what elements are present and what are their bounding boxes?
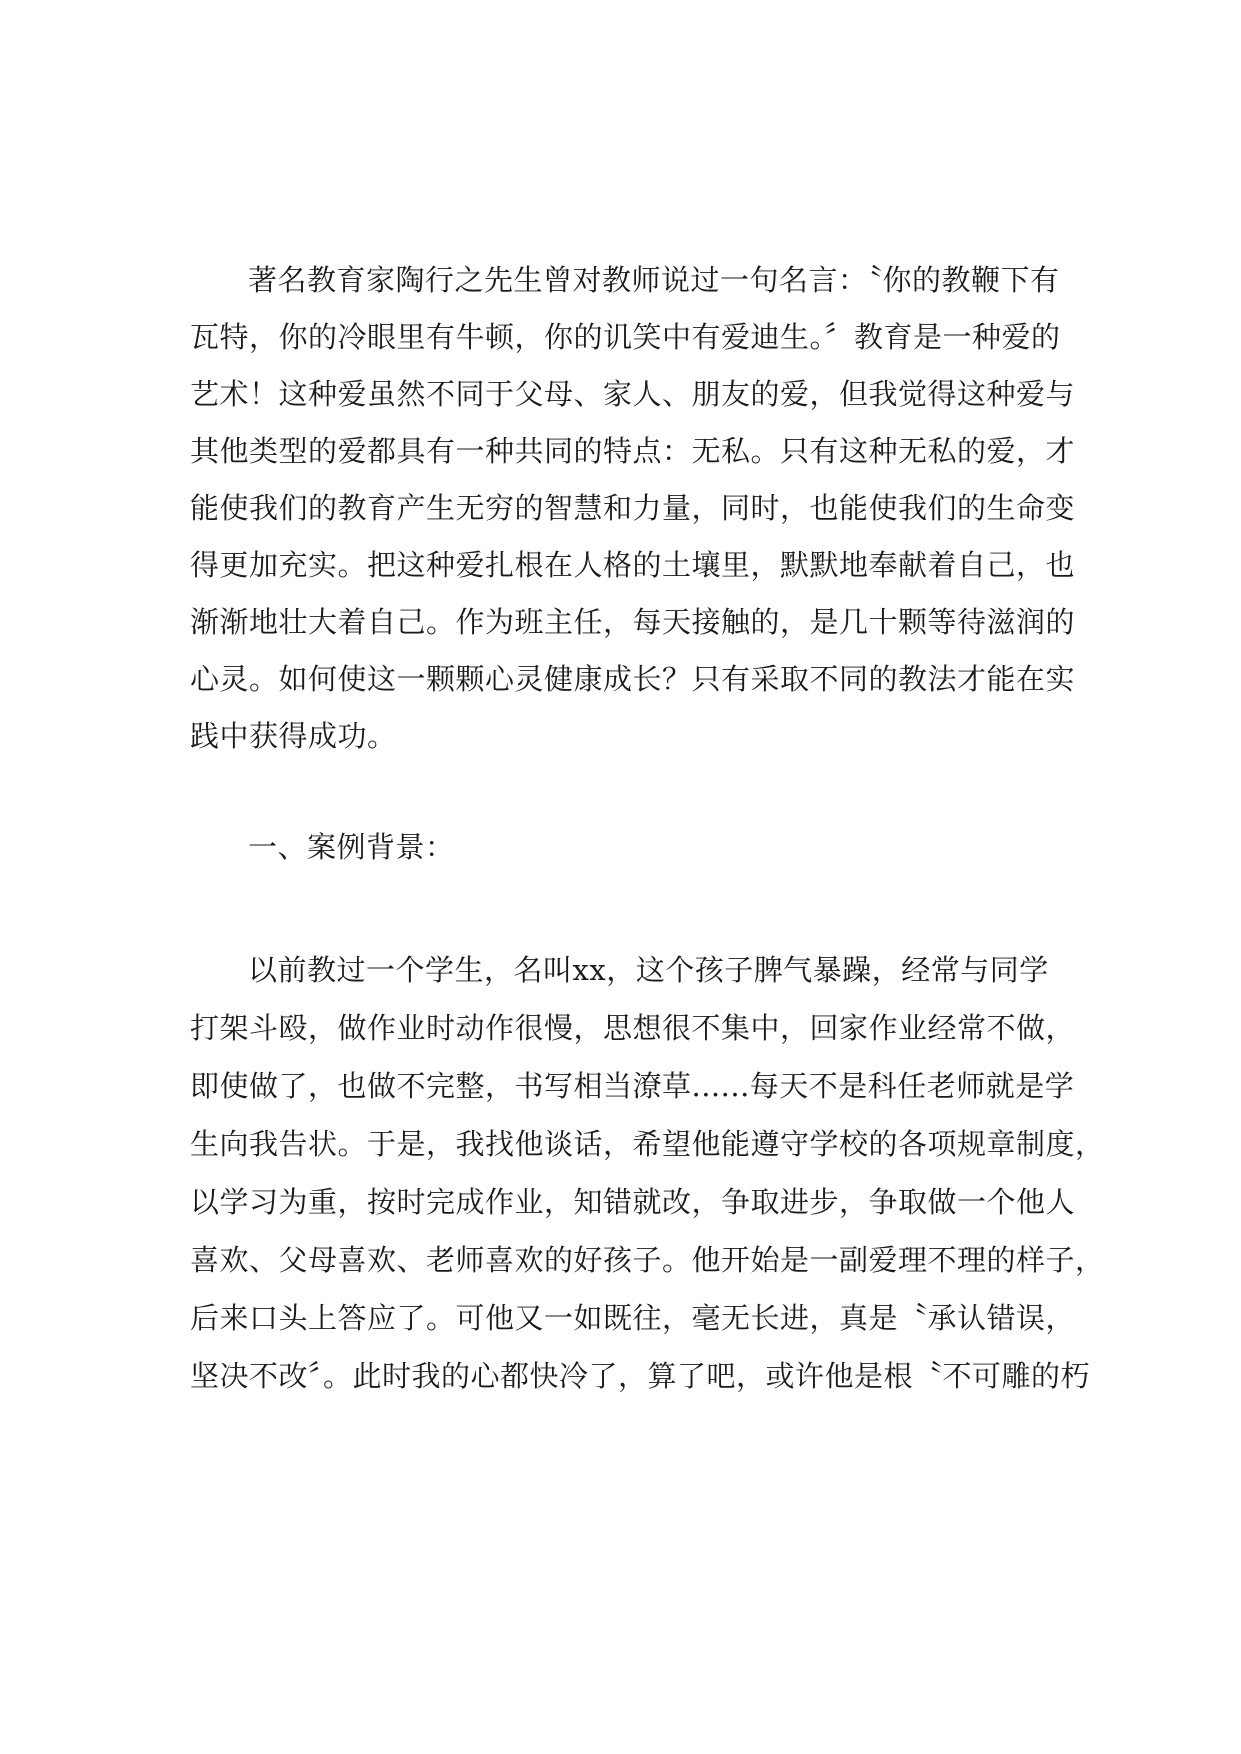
intro-line-6: 得更加充实。把这种爱扎根在人格的土壤里，默默地奉献着自己，也 <box>190 548 1076 582</box>
intro-line-5: 能使我们的教育产生无穷的智慧和力量，同时，也能使我们的生命变 <box>190 491 1076 525</box>
case-line-7: 后来口头上答应了。可他又一如既往，毫无长进，真是〝承认错误， <box>190 1301 1076 1335</box>
case-line-1: 以前教过一个学生，名叫xx，这个孩子脾气暴躁，经常与同学 <box>248 953 1049 987</box>
intro-line-3: 艺术！这种爱虽然不同于父母、家人、朋友的爱，但我觉得这种爱与 <box>190 377 1076 411</box>
case-line-4: 生向我告状。于是，我找他谈话，希望他能遵守学校的各项规章制度， <box>190 1127 1105 1161</box>
case-line-2: 打架斗殴，做作业时动作很慢，思想很不集中，回家作业经常不做， <box>190 1011 1076 1045</box>
intro-line-9: 践中获得成功。 <box>190 719 397 753</box>
intro-line-1: 著名教育家陶行之先生曾对教师说过一句名言：〝你的教鞭下有 <box>248 263 1060 297</box>
case-line-6: 喜欢、父母喜欢、老师喜欢的好孩子。他开始是一副爱理不理的样子， <box>190 1243 1105 1277</box>
case-line-5: 以学习为重，按时完成作业，知错就改，争取进步，争取做一个他人 <box>190 1185 1076 1219</box>
intro-line-7: 渐渐地壮大着自己。作为班主任，每天接触的，是几十颗等待滋润的 <box>190 605 1076 639</box>
case-line-3: 即使做了，也做不完整，书写相当潦草......每天不是科任老师就是学 <box>190 1069 1075 1103</box>
intro-line-2: 瓦特，你的冷眼里有牛顿，你的讥笑中有爱迪生。〞教育是一种爱的 <box>190 320 1061 354</box>
intro-line-4: 其他类型的爱都具有一种共同的特点：无私。只有这种无私的爱，才 <box>190 434 1076 468</box>
case-line-8: 坚决不改〞。此时我的心都快冷了，算了吧，或许他是根〝不可雕的朽 <box>190 1359 1091 1393</box>
intro-line-8: 心灵。如何使这一颗颗心灵健康成长？只有采取不同的教法才能在实 <box>190 662 1076 696</box>
section-heading: 一、案例背景： <box>248 830 455 864</box>
